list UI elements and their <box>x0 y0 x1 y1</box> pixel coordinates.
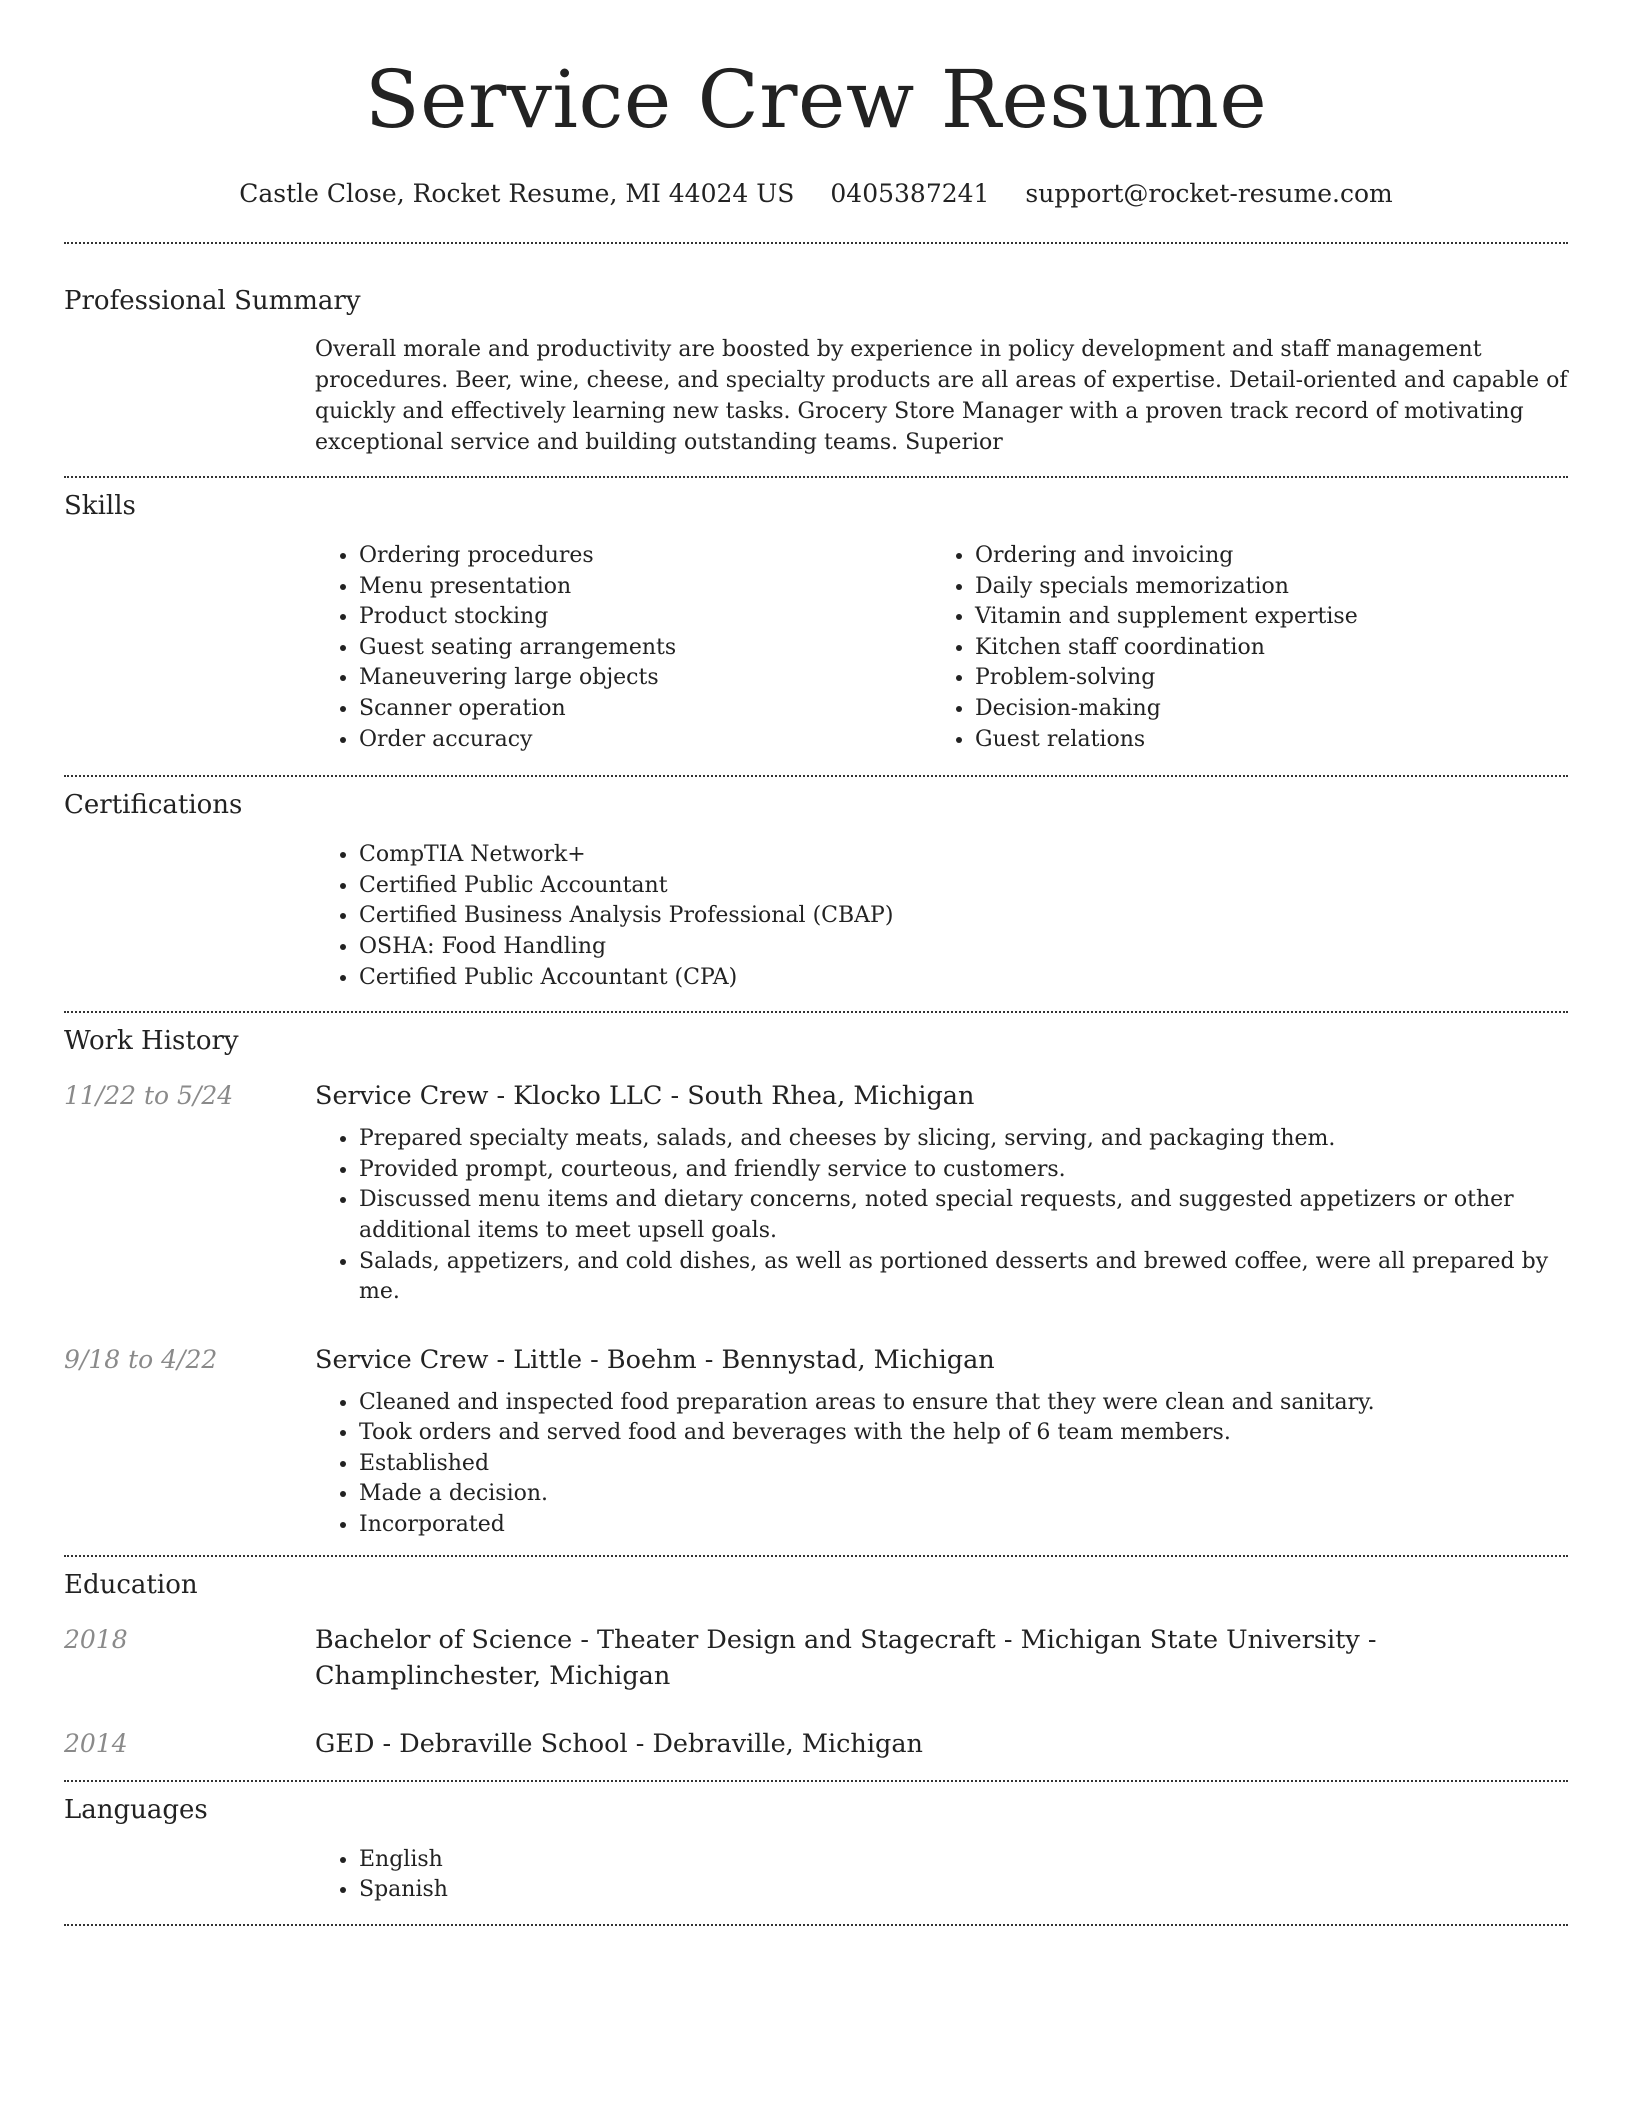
certification-item: • Certified Business Analysis Professional (CBAP) <box>359 901 1568 932</box>
skill-item: • Guest relations <box>975 725 1547 756</box>
summary-content <box>315 334 1568 458</box>
skill-item: • Maneuvering large objects <box>359 663 931 694</box>
skill-item: • Scanner operation <box>359 694 931 725</box>
job-entry <box>64 1342 1568 1378</box>
skill-item: • Kitchen staff coordination <box>975 633 1547 664</box>
job-role: Service Crew - Klocko LLC - South Rhea, Michigan <box>315 1081 975 1112</box>
education-text: GED - Debraville School - Debraville, Michigan <box>315 1728 923 1759</box>
skill-item: • Menu presentation <box>359 572 931 603</box>
summary-text: Overall morale and productivity are boosted by experience in policy development and staff management procedures. Beer, wine, cheese, and specialty products are all areas of expertise. Detail-oriented and capable of quickly and effectively learning new tasks. Grocery Store Manager with a proven track record of motivating exceptional service and building outstanding teams. Superior <box>315 337 1568 455</box>
education-text: Bachelor of Science - Theater Design and Stagecraft - Michigan State University - Champlinchester, Michigan <box>315 1624 1377 1691</box>
divider <box>64 1924 1568 1926</box>
section-education <box>64 1557 1568 1762</box>
section-title-education: Education <box>64 1569 198 1600</box>
skill-item: • Ordering and invoicing <box>975 541 1547 572</box>
section-title-summary: Professional Summary <box>64 286 361 316</box>
job-bullets <box>315 1124 1568 1308</box>
skill-item: • Decision-making <box>975 694 1547 725</box>
skill-item: • Product stocking <box>359 602 931 633</box>
contact-phone: 0405387241 <box>830 179 990 208</box>
resume-header <box>0 0 1632 210</box>
job-bullet: • Incorporated <box>359 1510 1568 1541</box>
skill-item: • Problem-solving <box>975 663 1547 694</box>
certification-item: • OSHA: Food Handling <box>359 932 1568 963</box>
languages-content <box>315 1845 1568 1906</box>
section-title-work: Work History <box>64 1026 239 1057</box>
language-item: • Spanish <box>359 1875 1568 1906</box>
education-entry <box>64 1726 1568 1762</box>
section-certifications <box>64 777 1568 993</box>
education-year: 2018 <box>64 1624 128 1654</box>
certifications-content <box>315 840 1568 993</box>
job-bullet: • Salads, appetizers, and cold dishes, as well as portioned desserts and brewed coffee, were all prepared by me. <box>359 1247 1568 1308</box>
languages-list <box>315 1845 1568 1906</box>
skills-list-right <box>931 541 1547 755</box>
section-summary <box>64 244 1568 458</box>
section-title-certifications: Certifications <box>64 790 243 821</box>
job-bullet-list <box>315 1388 1568 1541</box>
skill-item: • Daily specials memorization <box>975 572 1547 603</box>
section-languages <box>64 1782 1568 1906</box>
skills-columns <box>315 541 1568 755</box>
job-bullet: • Cleaned and inspected food preparation areas to ensure that they were clean and sanitary. <box>359 1388 1568 1419</box>
certifications-list <box>315 840 1568 993</box>
contact-address: Castle Close, Rocket Resume, MI 44024 US <box>239 179 795 208</box>
job-bullet: • Prepared specialty meats, salads, and cheeses by slicing, serving, and packaging them. <box>359 1124 1568 1155</box>
certification-item: • CompTIA Network+ <box>359 840 1568 871</box>
job-bullet: • Provided prompt, courteous, and friendly service to customers. <box>359 1155 1568 1186</box>
skill-item: • Guest seating arrangements <box>359 633 931 664</box>
education-year: 2014 <box>64 1728 128 1758</box>
education-entry <box>64 1622 1568 1694</box>
job-role: Service Crew - Little - Boehm - Bennystad, Michigan <box>315 1344 995 1375</box>
job-bullet: • Discussed menu items and dietary concerns, noted special requests, and suggested appetizers or other additional items to meet upsell goals. <box>359 1185 1568 1246</box>
resume-name: Service Crew Resume <box>364 53 1268 146</box>
skill-item: • Vitamin and supplement expertise <box>975 602 1547 633</box>
job-dates: 11/22 to 5/24 <box>64 1081 234 1111</box>
certification-item: • Certified Public Accountant <box>359 871 1568 902</box>
job-bullet: • Made a decision. <box>359 1479 1568 1510</box>
language-item: • English <box>359 1845 1568 1876</box>
job-entry <box>64 1078 1568 1114</box>
section-work-history <box>64 1013 1568 1541</box>
skill-item: • Ordering procedures <box>359 541 931 572</box>
certification-item: • Certified Public Accountant (CPA) <box>359 963 1568 994</box>
contact-email: support@rocket-resume.com <box>1025 179 1393 208</box>
contact-line <box>0 178 1632 210</box>
job-bullet-list <box>315 1124 1568 1308</box>
section-skills <box>64 478 1568 755</box>
section-title-languages: Languages <box>64 1794 208 1825</box>
job-bullet: • Took orders and served food and beverages with the help of 6 team members. <box>359 1418 1568 1449</box>
skill-item: • Order accuracy <box>359 725 931 756</box>
section-title-skills: Skills <box>64 491 136 521</box>
job-dates: 9/18 to 4/22 <box>64 1344 218 1374</box>
job-bullets <box>315 1388 1568 1541</box>
job-bullet: • Established <box>359 1449 1568 1480</box>
skills-list-left <box>315 541 931 755</box>
